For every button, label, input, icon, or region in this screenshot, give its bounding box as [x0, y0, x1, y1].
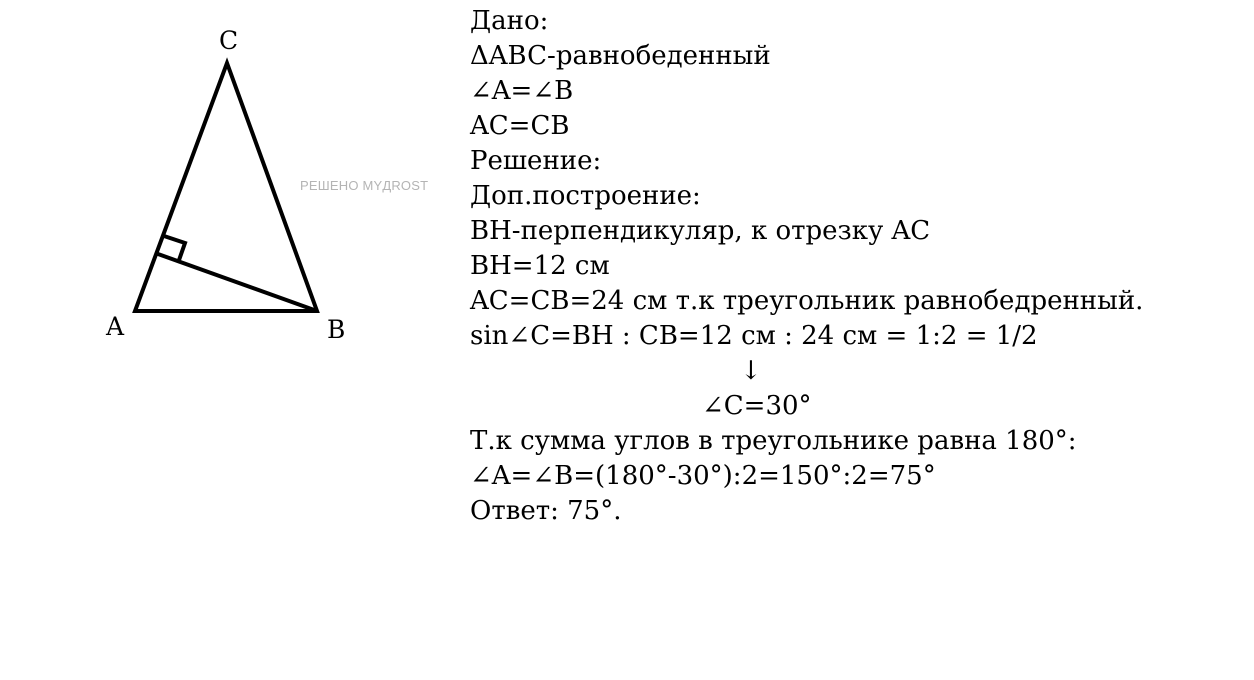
given-heading: Дано: — [470, 6, 549, 36]
down-arrow-icon: ↓ — [740, 356, 762, 386]
construction-heading: Доп.построение: — [470, 181, 701, 211]
bh-length: BH=12 см — [470, 251, 610, 281]
vertex-label-c: C — [219, 26, 239, 55]
triangle-diagram — [0, 0, 460, 400]
angle-c-result: ∠C=30° — [702, 391, 812, 421]
sine-computation: sin∠C=BH : CB=12 см : 24 см = 1:2 = 1/2 — [470, 321, 1038, 351]
given-angles-equal: ∠A=∠B — [470, 76, 574, 106]
altitude-bh — [158, 254, 317, 311]
vertex-label-a: A — [106, 312, 125, 341]
watermark: РЕШЕНО MYДROST — [300, 178, 429, 193]
solution-heading: Решение: — [470, 146, 602, 176]
vertex-label-b: B — [327, 315, 346, 344]
angles-ab-computation: ∠A=∠B=(180°-30°):2=150°:2=75° — [470, 461, 936, 491]
solution-text — [470, 4, 1250, 529]
angle-sum-note: Т.к сумма углов в треугольнике равна 180°: — [470, 426, 1077, 456]
given-isosceles: ΔABC-равнобеденный — [470, 41, 771, 71]
triangle-abc — [135, 63, 317, 311]
given-sides-equal: AC=CB — [470, 111, 570, 141]
sides-length: AC=CB=24 см т.к треугольник равнобедренный. — [470, 286, 1144, 316]
answer: Ответ: 75°. — [470, 496, 622, 526]
construction-bh: BH-перпендикуляр, к отрезку AC — [470, 216, 931, 246]
